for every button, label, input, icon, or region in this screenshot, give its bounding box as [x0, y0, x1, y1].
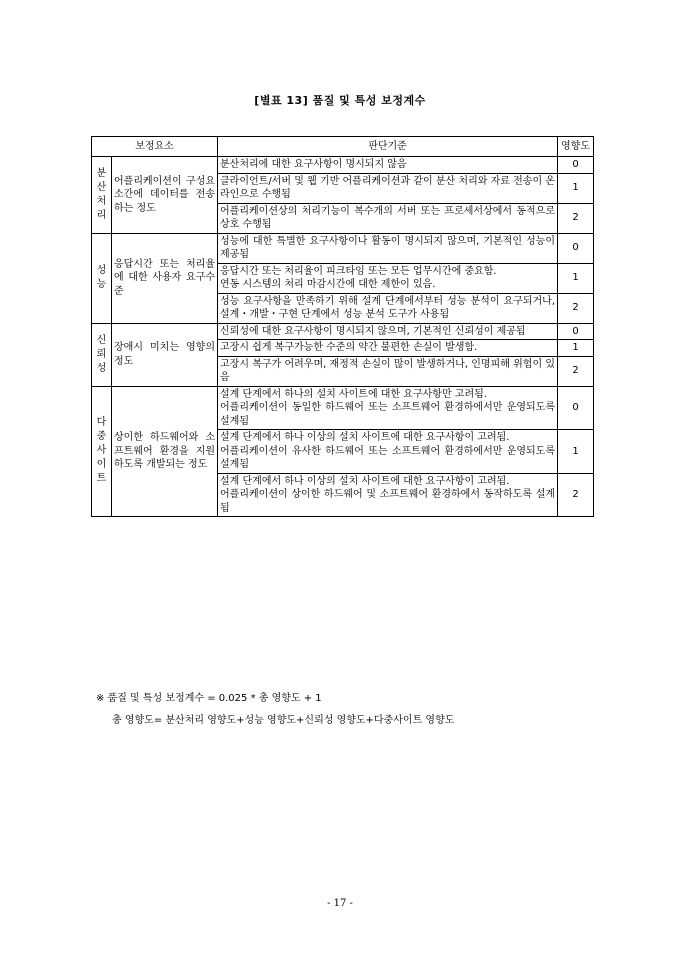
header-criteria: 판단기준: [218, 137, 558, 157]
criteria-cell: [218, 340, 558, 357]
score-cell: 0: [558, 233, 594, 263]
category-char: 산: [96, 181, 107, 193]
category-char: 분: [96, 167, 107, 179]
header-score: 영향도: [558, 137, 594, 157]
score-cell: 2: [558, 293, 594, 323]
score-cell: 2: [558, 473, 594, 517]
category-char: 트: [96, 473, 107, 485]
factor-cell: 상이한 하드웨어와 소프트웨어 환경을 지원하도록 개발되는 정도: [112, 386, 218, 517]
criteria-cell: [218, 263, 558, 293]
table-row: [92, 386, 594, 430]
criteria-line: 고장시 복구가 어려우며, 재정적 손실이 많이 발생하거나, 인명피해 위험이 있음: [220, 358, 556, 383]
category-char: 다: [96, 417, 107, 429]
score-cell: 0: [558, 386, 594, 430]
criteria-line: 설계 단계에서 하나 이상의 설치 사이트에 대한 요구사항이 고려됨.: [220, 432, 510, 443]
header-factor: 보정요소: [92, 137, 218, 157]
score-cell: 1: [558, 263, 594, 293]
score-cell: 1: [558, 340, 594, 357]
category-char: 이: [96, 459, 107, 471]
category-char: 중: [96, 431, 107, 443]
category-cell: [92, 323, 112, 386]
factor-cell: 어플리케이션이 구성요소간에 데이터를 전송하는 정도: [112, 157, 218, 234]
category-char: 성: [96, 265, 107, 276]
factor-cell: 응답시간 또는 처리율에 대한 사용자 요구수준: [112, 233, 218, 323]
criteria-line: 어플리케이션이 상이한 하드웨어 및 소프트웨어 환경하에서 동작하도록 설계됨: [220, 489, 556, 514]
criteria-cell: [218, 157, 558, 174]
table-row: [92, 157, 594, 174]
table-body: [92, 157, 594, 517]
criteria-line: 응답시간 또는 처리율이 피크타임 또는 모든 업무시간에 중요함.: [220, 265, 497, 277]
score-cell: 2: [558, 356, 594, 386]
criteria-cell: [218, 430, 558, 474]
criteria-cell: [218, 323, 558, 340]
category-char: 신: [96, 334, 107, 346]
table-header-row: [92, 137, 594, 157]
page-title: [별표 13] 품질 및 특성 보정계수: [254, 94, 426, 107]
formula-note: ※ 품질 및 특성 보정계수 = 0.025 * 총 영향도 + 1: [96, 693, 322, 704]
page-number: - 17 -: [327, 898, 353, 909]
score-cell: 1: [558, 173, 594, 203]
correction-factor-table: [91, 136, 594, 517]
criteria-line: 어플리케이션상의 처리기능이 복수개의 서버 또는 프로세서상에서 동적으로 상호 수행됨: [220, 205, 556, 230]
score-cell: 0: [558, 323, 594, 340]
score-cell: 2: [558, 203, 594, 233]
category-cell: [92, 157, 112, 234]
criteria-line: 연동 시스템의 처리 마감시간에 대한 제한이 있음.: [220, 279, 436, 290]
criteria-cell: [218, 203, 558, 233]
category-char: 성: [96, 362, 107, 374]
category-cell: [92, 233, 112, 323]
score-cell: 0: [558, 157, 594, 174]
criteria-cell: [218, 293, 558, 323]
table-row: [92, 233, 594, 263]
criteria-cell: [218, 356, 558, 386]
criteria-line: 신뢰성에 대한 요구사항이 명시되지 않으며, 기본적인 신뢰성이 제공됨: [220, 325, 526, 337]
criteria-line: 설계 단계에서 하나의 설치 사이트에 대한 요구사항만 고려됨.: [220, 388, 487, 400]
total-note: 총 영향도= 분산처리 영향도+성능 영향도+신뢰성 영향도+다중사이트 영향도: [112, 715, 455, 726]
category-char: 사: [96, 445, 107, 457]
criteria-line: 성능 요구사항을 만족하기 위해 설계 단계에서부터 성능 분석이 요구되거나, 설계・개발・구현 단계에서 성능 분석 도구가 사용됨: [220, 295, 556, 320]
category-char: 리: [96, 209, 107, 221]
criteria-line: 분산처리에 대한 요구사항이 명시되지 않음: [220, 159, 407, 170]
criteria-line: 어플리케이션이 유사한 하드웨어 또는 소프트웨어 환경하에서만 운영되도록 설계됨: [220, 445, 556, 470]
score-cell: 1: [558, 430, 594, 474]
category-char: 뢰: [96, 348, 107, 360]
criteria-cell: [218, 386, 558, 430]
criteria-cell: [218, 473, 558, 517]
criteria-line: 성능에 대한 특별한 요구사항이나 활동이 명시되지 않으며, 기본적인 성능이 제공됨: [220, 235, 556, 260]
factor-cell: 장애시 미치는 영향의 정도: [112, 323, 218, 386]
criteria-line: 설계 단계에서 하나 이상의 설치 사이트에 대한 요구사항이 고려됨.: [220, 475, 510, 487]
category-char: 능: [96, 279, 107, 290]
category-char: 처: [96, 195, 107, 207]
category-cell: [92, 386, 112, 517]
criteria-cell: [218, 173, 558, 203]
criteria-cell: [218, 233, 558, 263]
criteria-line: 어플리케이션이 동일한 하드웨어 또는 소프트웨어 환경하에서만 운영되도록 설계됨: [220, 402, 556, 427]
criteria-line: 클라이언트/서버 및 웹 기반 어플리케이션과 같이 분산 처리와 자료 전송이 온라인으로 수행됨: [220, 175, 556, 200]
criteria-line: 고장시 쉽게 복구가능한 수준의 약간 불편한 손실이 발생함.: [220, 342, 478, 353]
table-row: [92, 323, 594, 340]
